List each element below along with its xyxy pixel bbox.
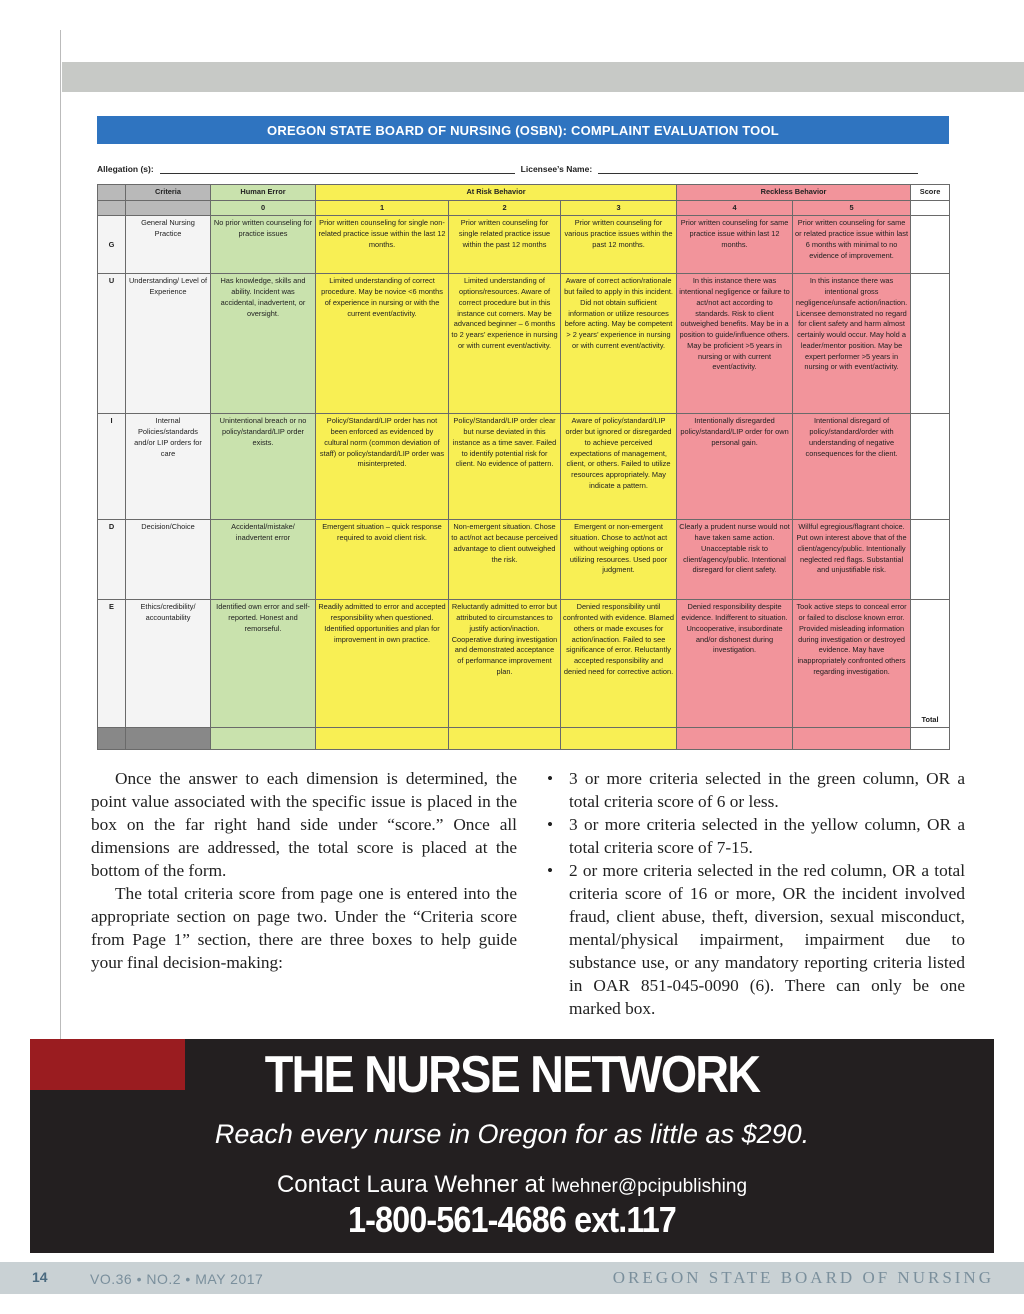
row-letter: E [98,600,126,728]
bullet-icon: • [547,815,554,834]
publication-name: OREGON STATE BOARD OF NURSING [612,1268,994,1287]
point-value: 5 [793,200,911,216]
criteria-cell[interactable]: Prior written counseling for single related practice issue within the past 12 months [449,216,561,274]
ad-headline: THE NURSE NETWORK [264,1046,760,1104]
criteria-cell[interactable]: Prior written counseling for same practice issue within last 12 months. [677,216,793,274]
criteria-cell[interactable]: Prior written counseling for single non-related practice issue within the last 12 months. [316,216,449,274]
allegation-blank [160,165,515,174]
footer-blank [677,728,793,750]
criteria-cell[interactable]: Prior written counseling for various practice issues within the past 12 months. [561,216,677,274]
footer-blank [126,728,211,750]
criteria-cell[interactable]: Policy/Standard/LIP order clear but nurse deviated in this instance as a time saver. Failed to identify potential risk for client. No evidence of pattern. [449,414,561,520]
row-letter: U [98,274,126,414]
criteria-cell[interactable]: Denied responsibility until confronted with evidence. Blamed others or made excuses for action/inaction. Failed to see significance of error. Reluctantly accepted responsibility and denied need for corrective action. [561,600,677,728]
points-blank [98,200,126,216]
criteria-cell[interactable]: Limited understanding of options/resources. Aware of correct procedure but in this instance cut corners. May be advanced beginner – 6 months to 2 years’ experience in nursing or with current event/activity. [449,274,561,414]
decision-bullets [545,767,965,1020]
criteria-cell[interactable]: Limited understanding of correct procedure. May be novice <6 months of experience in nursing or with the current event/activity. [316,274,449,414]
evaluation-table [97,184,950,750]
issue-info: VO.36 • NO.2 • MAY 2017 [90,1271,264,1287]
article-paragraph: The total criteria score from page one is entered into the appropriate section on page two. Under the “Criteria score from Page 1” section, there are three boxes to help guide your final decision-making: [91,884,517,972]
ad-phone: 1-800-561-4686 ext.117 [348,1199,676,1240]
evaluation-tool-header [97,116,949,174]
points-blank [126,200,211,216]
row-letter: G [98,216,126,274]
criteria-header: Criteria [126,185,211,201]
criteria-cell[interactable]: No prior written counseling for practice issues [211,216,316,274]
bullet-item [545,813,965,859]
criteria-cell[interactable]: Emergent situation – quick response required to avoid client risk. [316,520,449,600]
footer-blank [449,728,561,750]
criteria-cell[interactable]: Clearly a prudent nurse would not have taken same action. Unacceptable risk to client/agency/public. Intentional disregard for client safety. [677,520,793,600]
ad-contact [30,1171,994,1199]
criteria-cell[interactable]: Policy/Standard/LIP order has not been enforced as evidenced by cultural norm (common deviation of staff) or policy/standard/LIP order was misinterpreted. [316,414,449,520]
human-error-header: Human Error [211,185,316,201]
criteria-cell[interactable]: Unintentional breach or no policy/standard/LIP order exists. [211,414,316,520]
page-footer [0,1262,1024,1294]
criteria-cell[interactable]: Aware of policy/standard/LIP order but ignored or disregarded to achieve perceived expectations of management, client, or others. Failed to utilize resources appropriately. May indicate a pattern. [561,414,677,520]
footer-blank [98,728,126,750]
corner-cell [98,185,126,201]
criteria-cell[interactable]: Willful egregious/flagrant choice. Put own interest above that of the client/agency/public. Intentionally neglected red flags. Substantial and unjustifiable risk. [793,520,911,600]
criteria-cell[interactable]: Prior written counseling for same or related practice issue within last 6 months with minimal to no evidence of improvement. [793,216,911,274]
bullet-item [545,859,965,1020]
criteria-cell[interactable]: Non-emergent situation. Chose to act/not act because perceived advantage to client outweighed the risk. [449,520,561,600]
row-criteria: General Nursing Practice [126,216,211,274]
table-row [98,520,950,600]
margin-rule [60,30,61,1040]
criteria-cell[interactable]: In this instance there was intentional gross negligence/unsafe action/inaction. Licensee demonstrated no regard for client safety and harm almost certainly would occur. May hold a leader/mentor position. May be expert performer >5 years in nursing or with event/activity. [793,274,911,414]
table-row [98,274,950,414]
footer-blank [211,728,316,750]
bullet-text: 2 or more criteria selected in the red column, OR a total criteria score of 16 or more, OR the incident involved fraud, client abuse, theft, diversion, sexual misconduct, mental/physical impairment, impairment due to substance use, or any mandatory reporting criteria listed in OAR 851-045-0090 (6). There can only be one marked box. [569,861,965,1018]
criteria-cell[interactable]: Reluctantly admitted to error but attributed to circumstances to justify action/inaction. Cooperative during investigation and demonstrated acceptance of performance improvement plan. [449,600,561,728]
table-row [98,728,950,750]
score-header: Score [911,185,950,201]
row-criteria: Ethics/credibility/ accountability [126,600,211,728]
criteria-cell[interactable]: In this instance there was intentional negligence or failure to act/not act according to standards. Risk to client outweighed benefits. May be in a position to guide/influence others. May be proficient >5 years in nursing or with current event/activity. [677,274,793,414]
footer-blank [561,728,677,750]
bullet-icon: • [547,769,554,788]
point-value: 3 [561,200,677,216]
at-risk-header: At Risk Behavior [316,185,677,201]
ad-email[interactable]: lwehner@pcipublishing [551,1176,748,1197]
score-cell[interactable] [911,216,950,274]
criteria-cell[interactable]: Emergent or non-emergent situation. Chose to act/not act without weighing options or utilizing resources. Used poor judgment. [561,520,677,600]
article-paragraph: Once the answer to each dimension is determined, the point value associated with the specific issue is placed in the box on the far right hand side under “score.” Once all dimensions are addressed, the total score is placed at the bottom of the form. [91,769,517,880]
licensee-blank [598,165,918,174]
footer-blank [793,728,911,750]
criteria-cell[interactable]: Accidental/mistake/ inadvertent error [211,520,316,600]
ad-tagline: Reach every nurse in Oregon for as little as $290. [214,1119,810,1149]
point-value: 2 [449,200,561,216]
licensee-label: Licensee’s Name: [520,164,593,174]
score-cell[interactable] [911,520,950,600]
row-criteria: Decision/Choice [126,520,211,600]
criteria-cell[interactable]: Has knowledge, skills and ability. Incident was accidental, inadvertent, or oversight. [211,274,316,414]
allegation-line [97,162,949,174]
reckless-header: Reckless Behavior [677,185,911,201]
ad-contact-label: Contact Laura Wehner at [276,1171,545,1198]
article-left-column [91,767,517,974]
bullet-item [545,767,965,813]
allegation-label: Allegation (s): [97,164,154,174]
point-value: 4 [677,200,793,216]
advertisement [30,1039,994,1253]
row-criteria: Understanding/ Level of Experience [126,274,211,414]
total-label: Total [911,600,950,728]
criteria-cell[interactable]: Identified own error and self-reported. Honest and remorseful. [211,600,316,728]
page-number: 14 [32,1269,48,1285]
point-value: 1 [316,200,449,216]
total-score-cell[interactable] [911,728,950,750]
table-row [98,414,950,520]
top-band [62,62,1024,92]
score-cell[interactable] [911,414,950,520]
bullet-text: 3 or more criteria selected in the green column, OR a total criteria score of 6 or less. [569,769,965,811]
footer-blank [316,728,449,750]
criteria-cell[interactable]: Aware of correct action/rationale but failed to apply in this incident. Did not obtain sufficient information or utilize resources before acting. May be competent > 2 years’ experience in nursing or with current event/activity. [561,274,677,414]
score-cell[interactable] [911,200,950,216]
criteria-cell[interactable]: Denied responsibility despite evidence. Indifferent to situation. Uncooperative, insubordinate and/or dishonest during investigation. [677,600,793,728]
row-criteria: Internal Policies/standards and/or LIP orders for care [126,414,211,520]
criteria-cell[interactable]: Took active steps to conceal error or failed to disclose known error. Provided misleading information during investigation or destroyed evidence. May have inappropriately confronted others regarding investigation. [793,600,911,728]
criteria-cell[interactable]: Intentionally disregarded policy/standard/LIP order for own personal gain. [677,414,793,520]
bullet-icon: • [547,861,554,880]
table-row [98,600,950,728]
point-value: 0 [211,200,316,216]
row-letter: D [98,520,126,600]
criteria-cell[interactable]: Readily admitted to error and accepted responsibility when questioned. Identified opportunities and plan for improvement in own practice. [316,600,449,728]
table-row [98,216,950,274]
tool-title: OREGON STATE BOARD OF NURSING (OSBN): COMPLAINT EVALUATION TOOL [97,116,949,144]
row-letter: I [98,414,126,520]
score-cell[interactable] [911,274,950,414]
bullet-text: 3 or more criteria selected in the yellow column, OR a total criteria score of 7-15. [569,815,965,857]
criteria-cell[interactable]: Intentional disregard of policy/standard/order with understanding of negative consequences for the client. [793,414,911,520]
